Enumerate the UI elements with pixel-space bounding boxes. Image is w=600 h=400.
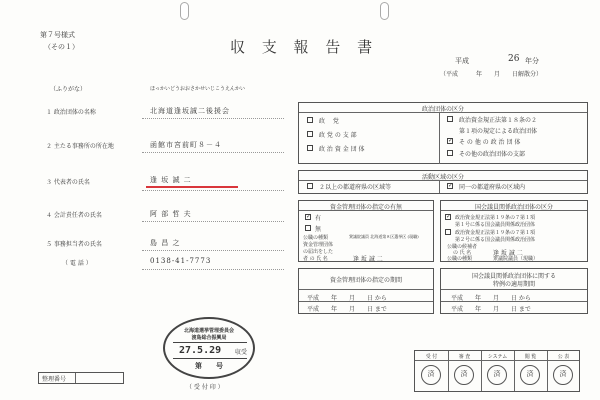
special-period-box	[440, 268, 588, 314]
fund-period-title: 資金管理団体の指定の期間	[329, 277, 402, 284]
checkbox-fund-yes[interactable]: ✓	[306, 213, 312, 220]
fund-period-from: 平成 年 月 日 から	[307, 295, 387, 302]
done-stamp-viewing: 済	[520, 365, 540, 385]
col-viewing: 閲 覧	[524, 354, 537, 360]
year-label: 年分	[525, 57, 539, 65]
checkbox-diet-type2[interactable]	[445, 229, 451, 235]
col-review: 審 査	[458, 354, 471, 360]
row-divider	[142, 269, 284, 270]
special-period-to: 平成 年 月 日 まで	[451, 306, 531, 313]
option-diet-type1-cont: 第１号に係る国会議員関係政治団体	[455, 222, 536, 228]
stamp-number: 第 号	[195, 362, 223, 370]
option-article18-cont: 第１項の規定による政治団体	[459, 128, 538, 135]
furigana-label: （ふりがな）	[50, 86, 87, 93]
checkbox-multi-prefecture[interactable]	[307, 183, 313, 189]
checkbox-fund-org[interactable]	[307, 145, 313, 151]
office-kind-label: 公職の種類	[303, 235, 329, 241]
done-stamp-publish: 済	[553, 365, 573, 385]
fund-period-to: 平成 年 月 日 まで	[307, 306, 387, 313]
candidate-label: 公職の候補者	[447, 244, 478, 250]
option-other-org: そ の 他 の 政 治 団 体	[459, 139, 521, 146]
row-label-accountant: ４ 会計責任者の氏名	[46, 212, 102, 219]
red-underline	[146, 186, 238, 188]
address-value: 函館市宮前町８－４	[150, 141, 222, 149]
stamp-date: 27.5.29	[179, 345, 222, 356]
fund-mgmt-label: 資金管理団体	[303, 242, 334, 248]
year-value: 26	[508, 54, 520, 64]
org-category-title: 政治団体の区分	[421, 106, 464, 113]
representative-value: 逢 坂 誠 二	[150, 176, 192, 184]
option-fund-no: 無	[315, 226, 322, 233]
candidate-kind-value: 衆議院議員（現職）	[493, 256, 539, 262]
stamp-receipt: 収受	[235, 349, 248, 356]
org-category-box	[298, 102, 588, 164]
checkbox-other-org[interactable]: ✓	[448, 137, 454, 144]
special-period-title-cont: 特例の適用期間	[492, 281, 535, 288]
era-label: 平成	[455, 57, 469, 65]
col-reception: 受 付	[425, 354, 438, 360]
stamp-org: 北海道選挙管理委員会	[183, 328, 234, 334]
row-label-representative: ３ 代表者の氏名	[46, 179, 90, 186]
checkbox-fund-no[interactable]	[305, 225, 311, 231]
form-number: 第７号様式	[40, 31, 75, 39]
office-use-table	[414, 350, 580, 392]
row-label-clerk: ５ 事務担当者の氏名	[46, 241, 102, 248]
done-stamp-reception: 済	[421, 365, 441, 385]
checkbox-other-branch[interactable]	[447, 150, 453, 156]
row-divider	[142, 221, 284, 222]
furigana-value: ほっかいどうおおさかせいじこうえんかい	[150, 86, 246, 92]
option-party-branch: 政 党 の 支 部	[319, 132, 357, 139]
phone-label: （ 電 話 ）	[62, 260, 92, 267]
candidate-name-value: 逢 坂 誠 二	[493, 250, 523, 257]
option-multi-prefecture: ２以上の都道府県の区域等	[319, 184, 392, 191]
done-stamp-review: 済	[454, 365, 474, 385]
fund-period-box	[298, 268, 434, 314]
special-period-title: 国会議員関係政治団体に関する	[471, 273, 556, 280]
serial-box	[38, 372, 124, 384]
candidate-kind-label: 公職の種類	[447, 256, 473, 262]
office-kind-value: 衆議院議員 北海道第８区選挙区 (現職)	[349, 234, 419, 239]
option-diet-type2-cont: 第２号に係る国会議員関係政治団体	[455, 237, 536, 243]
person-name-value: 逢 坂 誠 二	[353, 256, 383, 263]
option-article18: 政治資金規正法第１８条の２	[459, 117, 538, 124]
col-system: システム	[487, 354, 508, 360]
candidate-name-label: の 氏 名	[453, 250, 472, 256]
notify-label: の届出をした	[303, 249, 334, 255]
option-fund-org: 政 治 資 金 団 体	[319, 146, 365, 153]
option-diet-type2: 政治資金規正法第１９条の７第１項	[455, 230, 536, 236]
activity-area-title: 活動区域の区分	[421, 174, 464, 181]
checkbox-diet-type1[interactable]: ✓	[446, 213, 452, 220]
row-divider	[142, 190, 284, 191]
option-fund-yes: 有	[315, 215, 322, 222]
option-party: 政 党	[319, 118, 342, 125]
diet-member-box	[440, 200, 588, 262]
col-publish: 公 表	[557, 354, 570, 360]
reception-stamp	[163, 317, 255, 379]
row-divider	[142, 152, 284, 153]
clerk-value: 島 昌 之	[150, 239, 181, 247]
checkbox-single-prefecture[interactable]: ✓	[448, 182, 454, 189]
row-label-address: ２ 主たる事務所の所在地	[46, 143, 114, 150]
checkbox-party[interactable]	[307, 117, 313, 123]
stamp-office: 渡島総合振興局	[191, 335, 227, 341]
row-divider	[142, 118, 284, 119]
checkbox-article18[interactable]	[447, 116, 453, 122]
special-period-from: 平成 年 月 日 から	[451, 295, 531, 302]
dissolution-date: （平成 年 月 日解散分）	[440, 71, 543, 78]
person-name-label: 者 の 氏 名	[303, 256, 328, 262]
row-divider	[142, 250, 284, 251]
done-stamp-system: 済	[487, 365, 507, 385]
punch-hole-right	[380, 2, 389, 20]
fund-mgmt-title: 資金管理団体の指定の有無	[329, 204, 402, 211]
accountant-value: 阿 部 哲 夫	[150, 210, 192, 218]
phone-value: 0138-41-7773	[150, 257, 212, 265]
activity-area-box	[298, 170, 588, 194]
row-label-name: １ 政治団体の名称	[46, 109, 96, 116]
punch-hole-left	[180, 2, 189, 20]
stamp-caption: （ 受 付 印 ）	[186, 384, 224, 391]
option-single-prefecture: 同一の都道府県の区域内	[459, 184, 526, 191]
checkbox-party-branch[interactable]	[307, 131, 313, 137]
org-name-value: 北海道逢坂誠二後援会	[150, 107, 230, 115]
page-title: 収 支 報 告 書	[230, 38, 379, 56]
serial-label: 整理番号	[42, 376, 67, 383]
fund-mgmt-box	[298, 200, 434, 262]
option-diet-type1: 政治資金規正法第１９条の７第１項	[455, 215, 536, 221]
diet-member-title: 国会議員関係政治団体の区分	[474, 204, 553, 211]
option-other-branch: その他の政治団体の支部	[459, 151, 526, 158]
form-sub: （その１）	[44, 43, 79, 51]
